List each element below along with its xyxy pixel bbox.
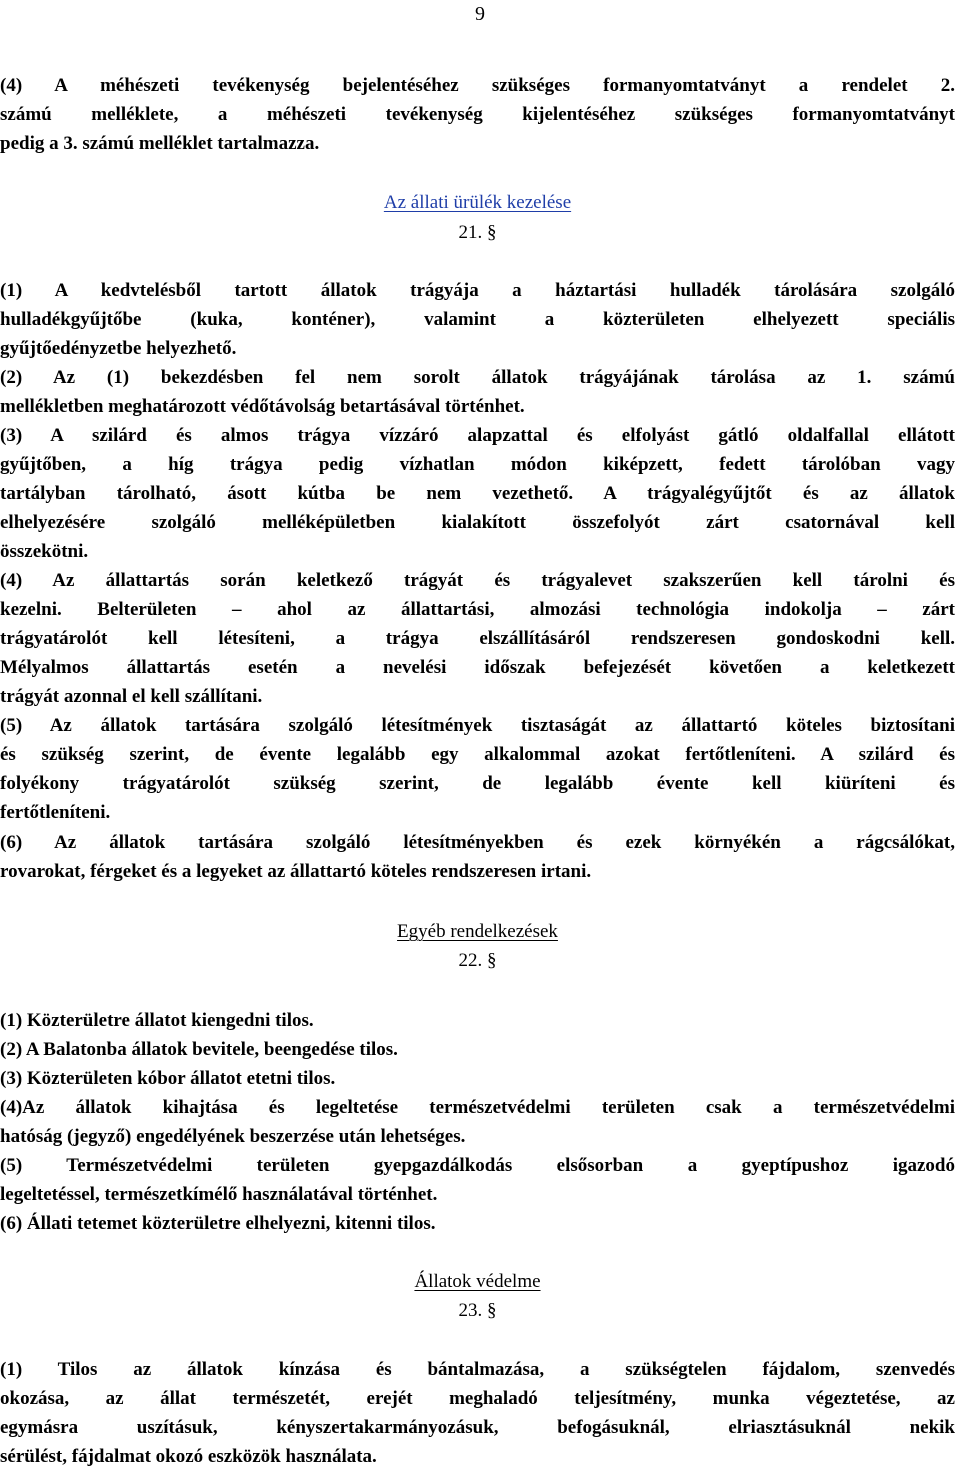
- text-line: (1) Közterületre állatot kiengedni tilos.: [0, 1010, 314, 1031]
- section-21-paragraph-1: [0, 276, 955, 363]
- text-line: (6) Az állatok tartására szolgáló létesítményekben és ezek környékén a rágcsálókat,: [0, 832, 955, 853]
- text-line: (4)Az állatok kihajtása és legeltetése természetvédelmi területen csak a természetvédelmi: [0, 1097, 955, 1118]
- text-line: egymásra uszításuk, kényszertakarmányozásuk, befogásuknál, elriasztásuknál nekik: [0, 1417, 955, 1438]
- text-line: (5) Természetvédelmi területen gyepgazdálkodás elsősorban a gyeptípushoz igazodó: [0, 1155, 955, 1176]
- section-22-paragraphs: [0, 1006, 955, 1238]
- text-line: sérülést, fájdalmat okozó eszközök használata.: [0, 1446, 377, 1467]
- section-21-paragraph-5: [0, 711, 955, 827]
- text-line: okozása, az állat természetét, erejét meghaladó teljesítmény, munka végeztetése, az: [0, 1388, 955, 1409]
- text-line: hatóság (jegyző) engedélyének beszerzése után lehetséges.: [0, 1126, 466, 1147]
- section-22-title: Egyéb rendelkezések: [397, 921, 558, 942]
- section-23-paragraph-1: [0, 1355, 955, 1471]
- text-line: (3) Közterületen kóbor állatot etetni tilos.: [0, 1068, 336, 1089]
- text-line: számú melléklete, a méhészeti tevékenység kijelentéséhez szükséges formanyomtatványt: [0, 104, 955, 125]
- text-line: pedig a 3. számú melléklet tartalmazza.: [0, 133, 320, 154]
- text-line: gyűjtőben, a híg trágya pedig vízhatlan módon kiképzett, fedett tárolóban vagy: [0, 454, 955, 475]
- section-22-number: 22. §: [458, 950, 497, 971]
- page-number: 9: [475, 3, 485, 25]
- text-line: elhelyezésére szolgáló melléképületben kialakított összefolyót zárt csatornával kell: [0, 512, 955, 533]
- text-line: mellékletben meghatározott védőtávolság betartásával történhet.: [0, 396, 525, 417]
- text-line: összekötni.: [0, 541, 89, 562]
- section-21-number: 21. §: [458, 222, 497, 243]
- text-line: kezelni. Belterületen – ahol az állattartási, almozási technológia indokolja – zárt: [0, 599, 955, 620]
- section-23-number: 23. §: [458, 1300, 497, 1321]
- text-line: (4) Az állattartás során keletkező trágyát és trágyalevet szakszerűen kell tárolni és: [0, 570, 955, 591]
- text-line: (2) A Balatonba állatok bevitele, beengedése tilos.: [0, 1039, 398, 1060]
- text-line: és szükség szerint, de évente legalább egy alkalommal azokat fertőtleníteni. A szilárd és: [0, 744, 955, 765]
- section-23-title: Állatok védelme: [414, 1271, 541, 1292]
- text-line: (6) Állati tetemet közterületre elhelyezni, kitenni tilos.: [0, 1213, 436, 1234]
- section-21-paragraph-6: [0, 828, 955, 886]
- text-line: legeltetéssel, természetkímélő használatával történhet.: [0, 1184, 438, 1205]
- text-line: trágyatárolót kell létesíteni, a trágya elszállításáról rendszeresen gondoskodni kell.: [0, 628, 955, 649]
- section-21-paragraph-3: [0, 421, 955, 566]
- text-line: hulladékgyűjtőbe (kuka, konténer), valamint a közterületen elhelyezett speciális: [0, 309, 955, 330]
- intro-paragraph: [0, 71, 955, 158]
- text-line: trágyát azonnal el kell szállítani.: [0, 686, 263, 707]
- text-line: tartályban tárolható, ásott kútba be nem vezethető. A trágyalégyűjtőt és az állatok: [0, 483, 955, 504]
- text-line: fertőtleníteni.: [0, 802, 111, 823]
- text-line: (2) Az (1) bekezdésben fel nem sorolt állatok trágyájának tárolása az 1. számú: [0, 367, 955, 388]
- text-line: (5) Az állatok tartására szolgáló létesítmények tisztaságát az állattartó köteles biztosítani: [0, 715, 955, 736]
- section-21-paragraph-2: [0, 363, 955, 421]
- text-line: gyűjtőedényzetbe helyezhető.: [0, 338, 237, 359]
- section-21-paragraph-4: [0, 566, 955, 711]
- text-line: (4) A méhészeti tevékenység bejelentéséhez szükséges formanyomtatványt a rendelet 2.: [0, 75, 955, 96]
- text-line: (3) A szilárd és almos trágya vízzáró alapzattal és elfolyást gátló oldalfallal ellátott: [0, 425, 955, 446]
- text-line: (1) A kedvtelésből tartott állatok trágyája a háztartási hulladék tárolására szolgáló: [0, 280, 955, 301]
- text-line: rovarokat, férgeket és a legyeket az állattartó köteles rendszeresen irtani.: [0, 861, 592, 882]
- text-line: Mélyalmos állattartás esetén a nevelési időszak befejezését követően a keletkezett: [0, 657, 955, 678]
- text-line: (1) Tilos az állatok kínzása és bántalmazása, a szükségtelen fájdalom, szenvedés: [0, 1359, 955, 1380]
- section-21-title: Az állati ürülék kezelése: [383, 192, 572, 213]
- text-line: folyékony trágyatárolót szükség szerint, de legalább évente kell kiüríteni és: [0, 773, 955, 794]
